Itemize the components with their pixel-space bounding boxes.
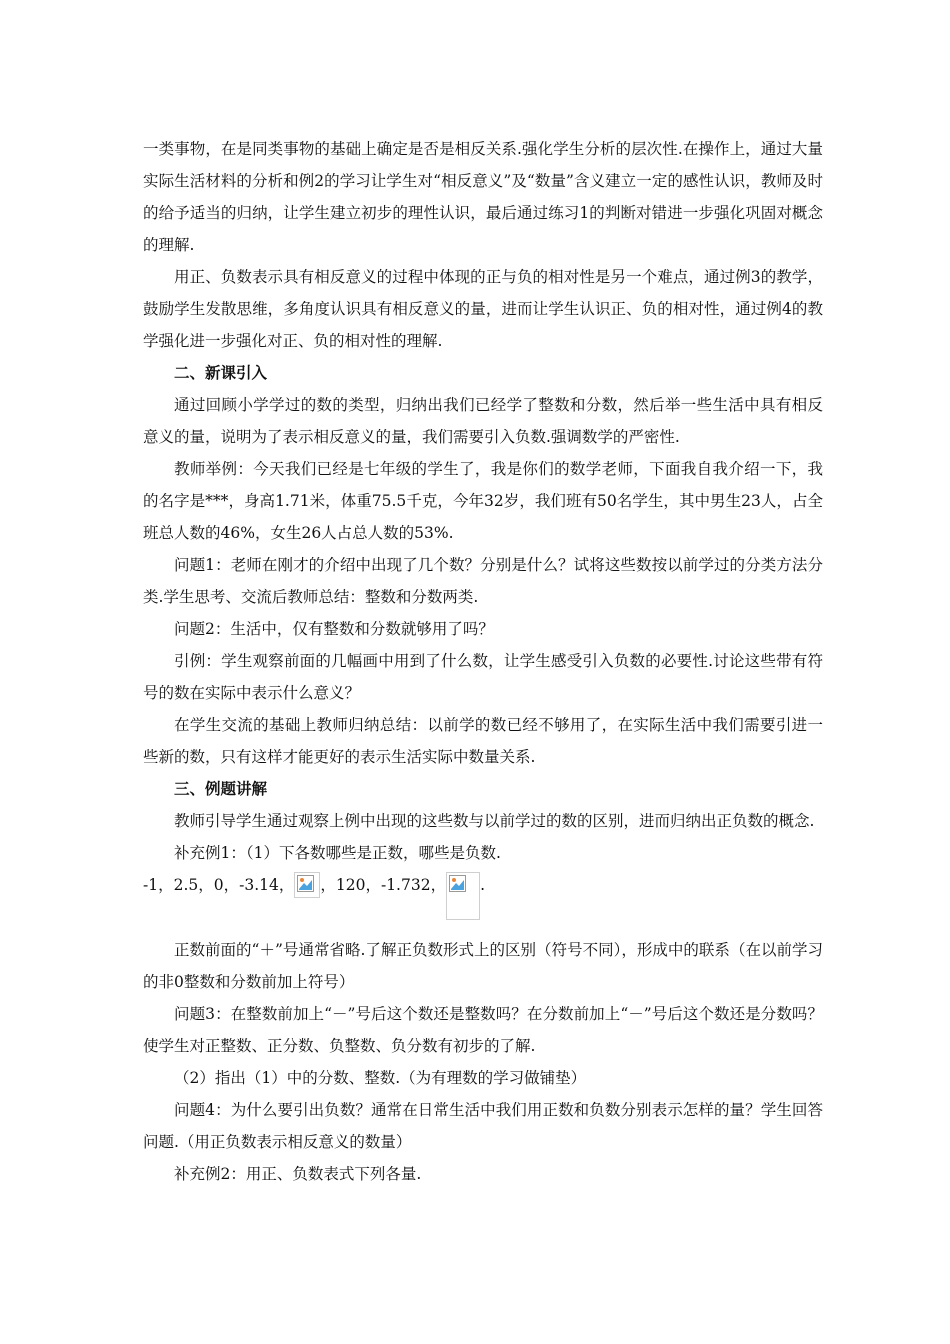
numbers-part-b: ，120，-1.732， [320, 876, 447, 894]
paragraph-11: 正数前面的“＋”号通常省略.了解正负数形式上的区别（符号不同），形成中的联系（在以前学习的非0整数和分数前加上符号） [143, 941, 823, 991]
paragraph-6: 问题2：生活中，仅有整数和分数就够用了吗？ [174, 620, 494, 638]
broken-image-icon [294, 872, 320, 898]
broken-image-icon [446, 872, 480, 920]
numbers-part-c: . [480, 876, 486, 894]
paragraph-4: 教师举例：今天我们已经是七年级的学生了，我是你们的数学老师，下面我自我介绍一下，我的名字是***，身高1.71米，体重75.5千克，今年32岁，我们班有50名学生，其中男生23人，占全班总人数的46%，女生26人占总人数的53%. [143, 460, 823, 542]
paragraph-12: 问题3：在整数前加上“－”号后这个数还是整数吗？在分数前加上“－”号后这个数还是分数吗？ 使学生对正整数、正分数、负整数、负分数有初步的了解. [143, 1005, 823, 1055]
paragraph-3: 通过回顾小学学过的数的类型，归纳出我们已经学了整数和分数，然后举一些生活中具有相反意义的量，说明为了表示相反意义的量，我们需要引入负数.强调数学的严密性. [143, 396, 823, 446]
section-heading-new-lesson: 二、新课引入 [174, 364, 268, 382]
document-body [143, 133, 823, 1190]
paragraph-15: 补充例2：用正、负数表式下列各量. [174, 1165, 422, 1183]
section-heading-examples: 三、例题讲解 [174, 780, 268, 798]
paragraph-7: 引例：学生观察前面的几幅画中用到了什么数，让学生感受引入负数的必要性.讨论这些带有符号的数在实际中表示什么意义？ [143, 652, 823, 702]
paragraph-2: 用正、负数表示具有相反意义的过程中体现的正与负的相对性是另一个难点，通过例3的教学，鼓励学生发散思维，多角度认识具有相反意义的量，进而让学生认识正、负的相对性，通过例4的教学强化进一步强化对正、负的相对性的理解. [143, 268, 823, 350]
paragraph-1: 一类事物，在是同类事物的基础上确定是否是相反关系.强化学生分析的层次性.在操作上，通过大量实际生活材料的分析和例2的学习让学生对“相反意义”及“数量”含义建立一定的感性认识，教师及时的给予适当的归纳，让学生建立初步的理性认识，最后通过练习1的判断对错进一步强化巩固对概念的理解. [143, 140, 823, 254]
paragraph-10: 补充例1：（1）下各数哪些是正数，哪些是负数. [174, 844, 501, 862]
paragraph-9: 教师引导学生通过观察上例中出现的这些数与以前学过的数的区别，进而归纳出正负数的概念. [174, 812, 815, 830]
paragraph-14: 问题4：为什么要引出负数？通常在日常生活中我们用正数和负数分别表示怎样的量？学生回答问题.（用正负数表示相反意义的数量） [143, 1101, 823, 1151]
numbers-part-a: -1，2.5，0，-3.14， [143, 876, 295, 894]
paragraph-8: 在学生交流的基础上教师归纳总结：以前学的数已经不够用了，在实际生活中我们需要引进一些新的数，只有这样才能更好的表示生活实际中数量关系. [143, 716, 823, 766]
paragraph-13: （2）指出（1）中的分数、整数.（为有理数的学习做铺垫） [174, 1069, 587, 1087]
paragraph-5: 问题1：老师在刚才的介绍中出现了几个数？分别是什么？试将这些数按以前学过的分类方法分类.学生思考、交流后教师总结：整数和分数两类. [143, 556, 823, 606]
numbers-line [143, 869, 823, 920]
